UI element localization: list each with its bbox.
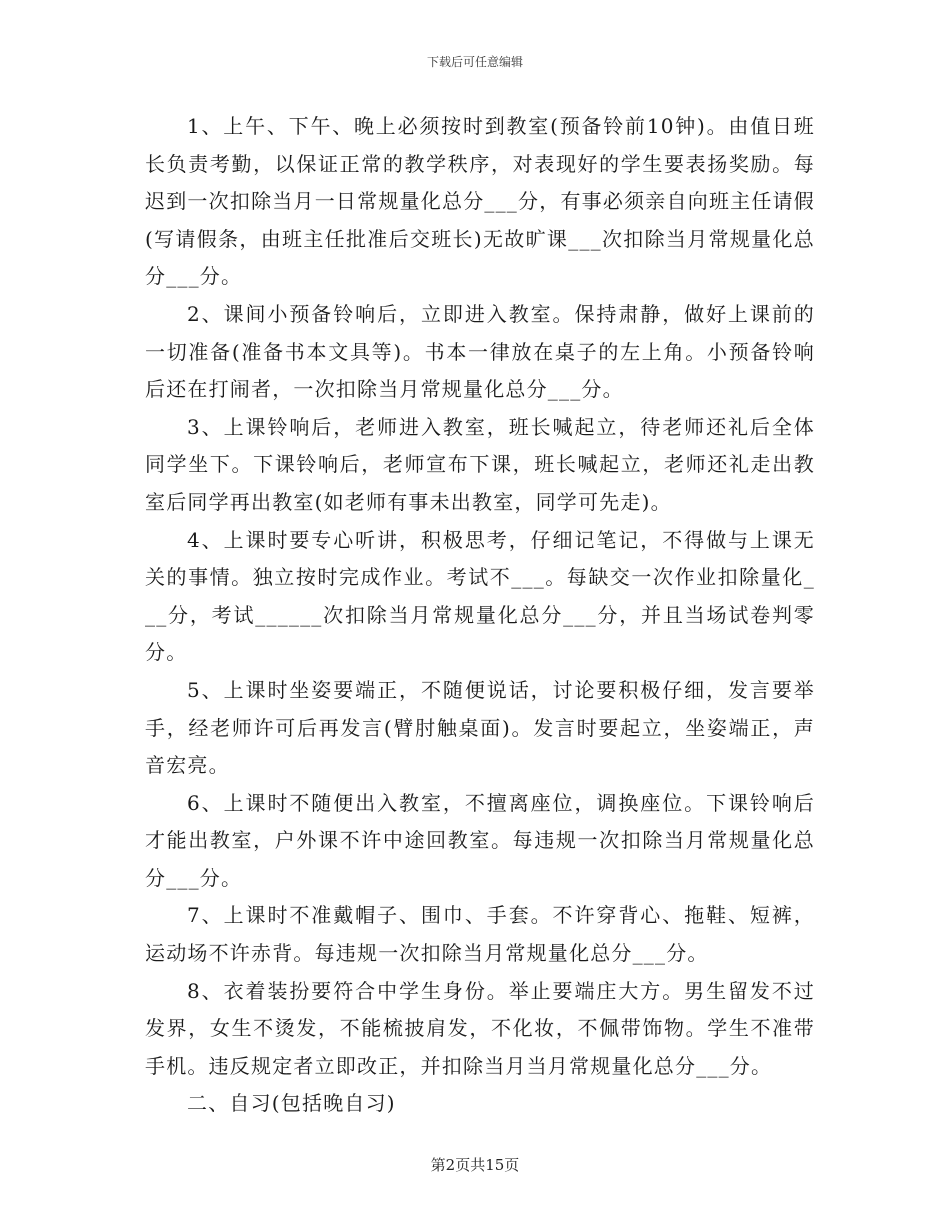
rule-paragraph-4: 4、上课时要专心听讲，积极思考，仔细记笔记，不得做与上课无关的事情。独立按时完成作业。考试不___。每缺交一次作业扣除量化___分，考试______次扣除当月常规量化总分___分，并且当场试卷判零分。 [145,527,815,665]
rule-paragraph-5: 5、上课时坐姿要端正，不随便说话，讨论要积极仔细，发言要举手，经老师许可后再发言(臂肘触桌面)。发言时要起立，坐姿端正，声音宏亮。 [145,677,815,778]
rule-paragraph-8: 8、衣着装扮要符合中学生身份。举止要端庄大方。男生留发不过发界，女生不烫发，不能梳披肩发，不化妆，不佩带饰物。学生不准带手机。违反规定者立即改正，并扣除当月当月常规量化总分___分。 [145,978,815,1078]
section-heading: 二、自习(包括晚自习) [187,1091,396,1116]
page-footer: 第2页共15页 [430,1156,520,1174]
document-body [145,108,815,1123]
rule-paragraph-2: 2、课间小预备铃响后，立即进入教室。保持肃静，做好上课前的一切准备(准备书本文具等)。书本一律放在桌子的左上角。小预备铃响后还在打闹者，一次扣除当月常规量化总分___分。 [145,301,815,402]
rule-paragraph-7: 7、上课时不准戴帽子、围巾、手套。不许穿背心、拖鞋、短裤，运动场不许赤背。每违规一次扣除当月常规量化总分___分。 [145,903,815,966]
rule-paragraph-6: 6、上课时不随便出入教室，不擅离座位，调换座位。下课铃响后才能出教室，户外课不许中途回教室。每违规一次扣除当月常规量化总分___分。 [145,790,815,890]
rule-paragraph-3: 3、上课铃响后，老师进入教室，班长喊起立，待老师还礼后全体同学坐下。下课铃响后，老师宣布下课，班长喊起立，老师还礼走出教室后同学再出教室(如老师有事未出教室，同学可先走)。 [145,414,815,514]
rule-paragraph-1: 1、上午、下午、晚上必须按时到教室(预备铃前10钟)。由值日班长负责考勤，以保证正常的教学秩序，对表现好的学生要表扬奖励。每迟到一次扣除当月一日常规量化总分___分，有事必须亲自向班主任请假(写请假条，由班主任批准后交班长)无故旷课___次扣除当月常规量化总分___分。 [145,114,815,289]
page-header: 下载后可任意编辑 [426,55,523,69]
